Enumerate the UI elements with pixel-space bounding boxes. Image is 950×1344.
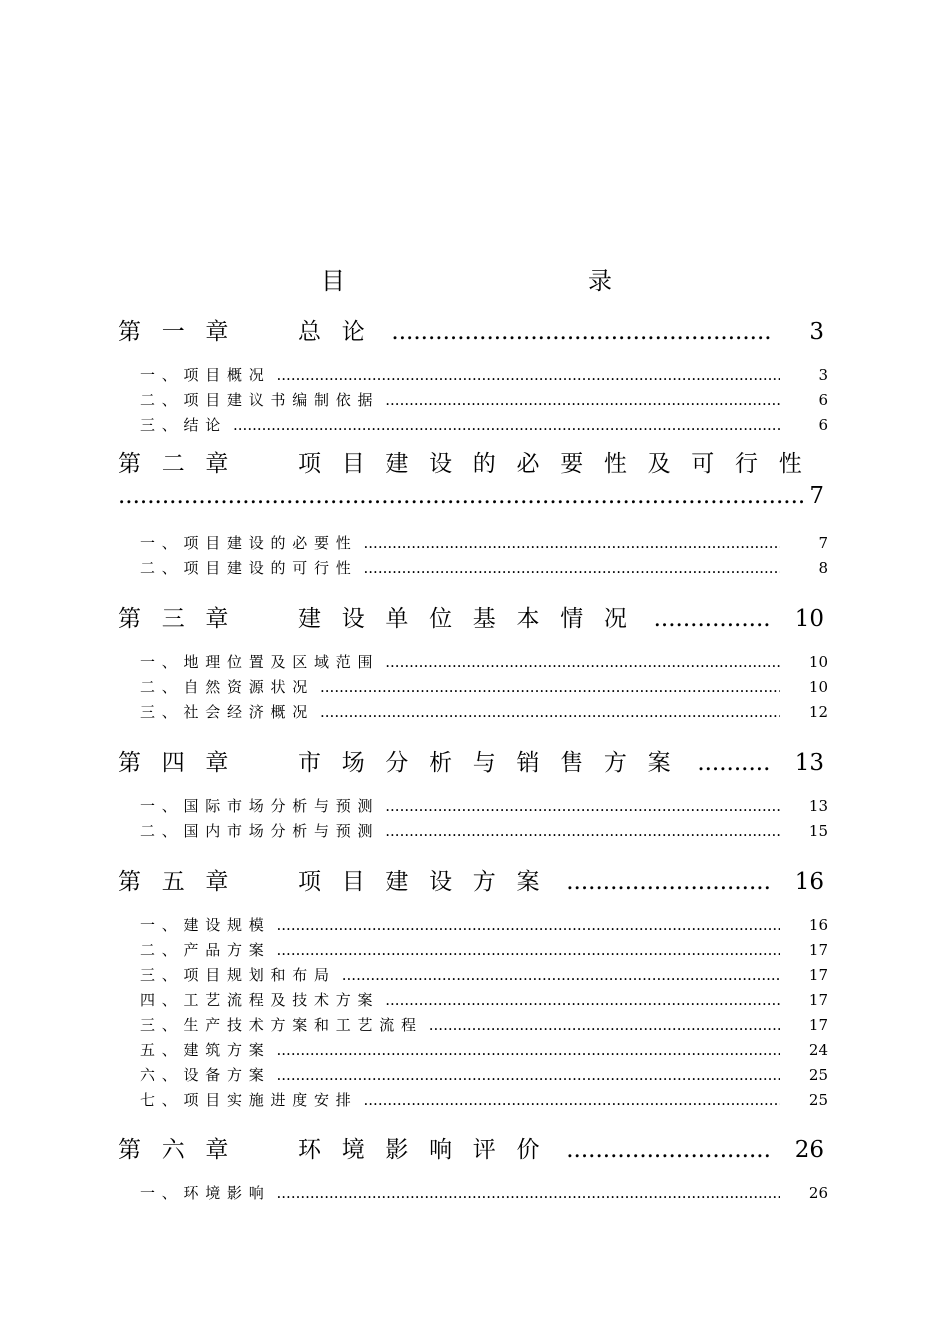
toc-chapter-entry[interactable] <box>118 445 824 478</box>
section-label: 三、生产技术方案和工艺流程 <box>140 1016 423 1034</box>
dot-leader <box>277 941 780 959</box>
toc-section-entry[interactable] <box>140 676 828 697</box>
chapter-title: 环境影响评价 <box>298 1137 561 1163</box>
toc-section-entry[interactable] <box>140 651 828 672</box>
dot-leader <box>118 483 803 509</box>
page-number: 10 <box>808 653 828 671</box>
chapter-number: 第四章 <box>118 750 250 776</box>
toc-section-entry[interactable] <box>140 1014 828 1035</box>
page-number: 17 <box>808 1016 828 1034</box>
dot-leader <box>277 1066 780 1084</box>
chapter-title: 项目建设的必要性及可行性 <box>298 451 823 477</box>
page-number: 10 <box>794 606 824 632</box>
toc-section-entry[interactable] <box>140 701 828 722</box>
chapter-number: 第三章 <box>118 606 250 632</box>
toc-section-entry[interactable] <box>140 389 828 410</box>
page-number: 26 <box>794 1137 824 1163</box>
section-label: 二、产品方案 <box>140 941 271 959</box>
page-number: 7 <box>818 534 828 552</box>
page-number: 10 <box>808 678 828 696</box>
chapter-label <box>118 744 691 777</box>
dot-leader <box>277 366 780 384</box>
dot-leader <box>342 966 780 984</box>
toc-section-entry[interactable] <box>140 989 828 1010</box>
chapter-label <box>118 445 822 478</box>
section-label: 四、工艺流程及技术方案 <box>140 991 380 1009</box>
chapter-number: 第二章 <box>118 451 250 477</box>
page-number: 7 <box>809 483 824 509</box>
dot-leader <box>566 869 770 895</box>
section-label: 一、国际市场分析与预测 <box>140 797 380 815</box>
dot-leader <box>277 1041 780 1059</box>
section-label: 二、项目建议书编制依据 <box>140 391 380 409</box>
toc-section-entry[interactable] <box>140 914 828 935</box>
chapter-title: 项目建设方案 <box>298 869 561 895</box>
toc-section-entry[interactable] <box>140 364 828 385</box>
dot-leader <box>320 678 780 696</box>
toc-section-entry[interactable] <box>140 939 828 960</box>
dot-leader <box>385 391 780 409</box>
toc-chapter-entry[interactable] <box>118 1131 824 1164</box>
chapter-number: 第五章 <box>118 869 250 895</box>
page-number: 13 <box>808 797 828 815</box>
page-number: 17 <box>808 966 828 984</box>
page-number: 3 <box>818 366 828 384</box>
toc-chapter-entry[interactable] <box>118 313 824 346</box>
chapter-number: 第一章 <box>118 319 250 345</box>
page-number: 17 <box>808 941 828 959</box>
page-number: 17 <box>808 991 828 1009</box>
toc-section-entry[interactable] <box>140 820 828 841</box>
dot-leader <box>697 750 770 776</box>
toc-chapter-entry[interactable] <box>118 744 824 777</box>
page-number: 25 <box>808 1066 828 1084</box>
toc-section-entry[interactable] <box>140 1182 828 1203</box>
page-number: 3 <box>809 319 824 345</box>
page-number: 6 <box>818 391 828 409</box>
chapter-title: 市场分析与销售方案 <box>298 750 692 776</box>
dot-leader <box>320 703 780 721</box>
section-label: 三、项目规划和布局 <box>140 966 336 984</box>
toc-section-entry[interactable] <box>140 1039 828 1060</box>
section-label: 六、设备方案 <box>140 1066 271 1084</box>
chapter-label <box>118 313 385 346</box>
page-number: 8 <box>818 559 828 577</box>
toc-section-entry[interactable] <box>140 795 828 816</box>
toc-title-char-1: 目 <box>321 267 345 295</box>
section-label: 一、环境影响 <box>140 1184 271 1202</box>
toc-chapter-leader-line[interactable] <box>118 483 824 509</box>
section-label: 三、社会经济概况 <box>140 703 315 721</box>
dot-leader <box>233 416 780 434</box>
toc-section-entry[interactable] <box>140 414 828 435</box>
chapter-label <box>118 863 560 896</box>
page-number: 6 <box>818 416 828 434</box>
toc-chapter-entry[interactable] <box>118 863 824 896</box>
dot-leader <box>364 534 780 552</box>
chapter-title: 总论 <box>298 319 386 345</box>
dot-leader <box>385 797 780 815</box>
dot-leader <box>364 1091 780 1109</box>
section-label: 一、建设规模 <box>140 916 271 934</box>
chapter-label <box>118 1131 560 1164</box>
dot-leader <box>385 991 780 1009</box>
dot-leader <box>566 1137 770 1163</box>
dot-leader <box>429 1016 780 1034</box>
page-number: 26 <box>808 1184 828 1202</box>
dot-leader <box>277 1184 780 1202</box>
dot-leader <box>277 916 780 934</box>
page-number: 12 <box>808 703 828 721</box>
toc-title-char-2: 录 <box>588 267 612 295</box>
chapter-title: 建设单位基本情况 <box>298 606 648 632</box>
toc-section-entry[interactable] <box>140 1089 828 1110</box>
toc-section-entry[interactable] <box>140 1064 828 1085</box>
toc-section-entry[interactable] <box>140 964 828 985</box>
page-number: 15 <box>808 822 828 840</box>
dot-leader <box>364 559 780 577</box>
section-label: 一、项目概况 <box>140 366 271 384</box>
page-number: 13 <box>794 750 824 776</box>
section-label: 七、项目实施进度安排 <box>140 1091 358 1109</box>
dot-leader <box>385 653 780 671</box>
dot-leader <box>385 822 780 840</box>
page-number: 24 <box>808 1041 828 1059</box>
page-number: 16 <box>794 869 824 895</box>
chapter-number: 第六章 <box>118 1137 250 1163</box>
chapter-label <box>118 600 648 633</box>
section-label: 五、建筑方案 <box>140 1041 271 1059</box>
dot-leader <box>654 606 770 632</box>
toc-chapter-entry[interactable] <box>118 600 824 633</box>
section-label: 一、地理位置及区域范围 <box>140 653 380 671</box>
section-label: 一、项目建设的必要性 <box>140 534 358 552</box>
section-label: 二、自然资源状况 <box>140 678 315 696</box>
section-label: 二、项目建设的可行性 <box>140 559 358 577</box>
toc-section-entry[interactable] <box>140 532 828 553</box>
section-label: 三、结论 <box>140 416 228 434</box>
section-label: 二、国内市场分析与预测 <box>140 822 380 840</box>
page-number: 16 <box>808 916 828 934</box>
dot-leader <box>391 319 770 345</box>
toc-section-entry[interactable] <box>140 557 828 578</box>
page-number: 25 <box>808 1091 828 1109</box>
